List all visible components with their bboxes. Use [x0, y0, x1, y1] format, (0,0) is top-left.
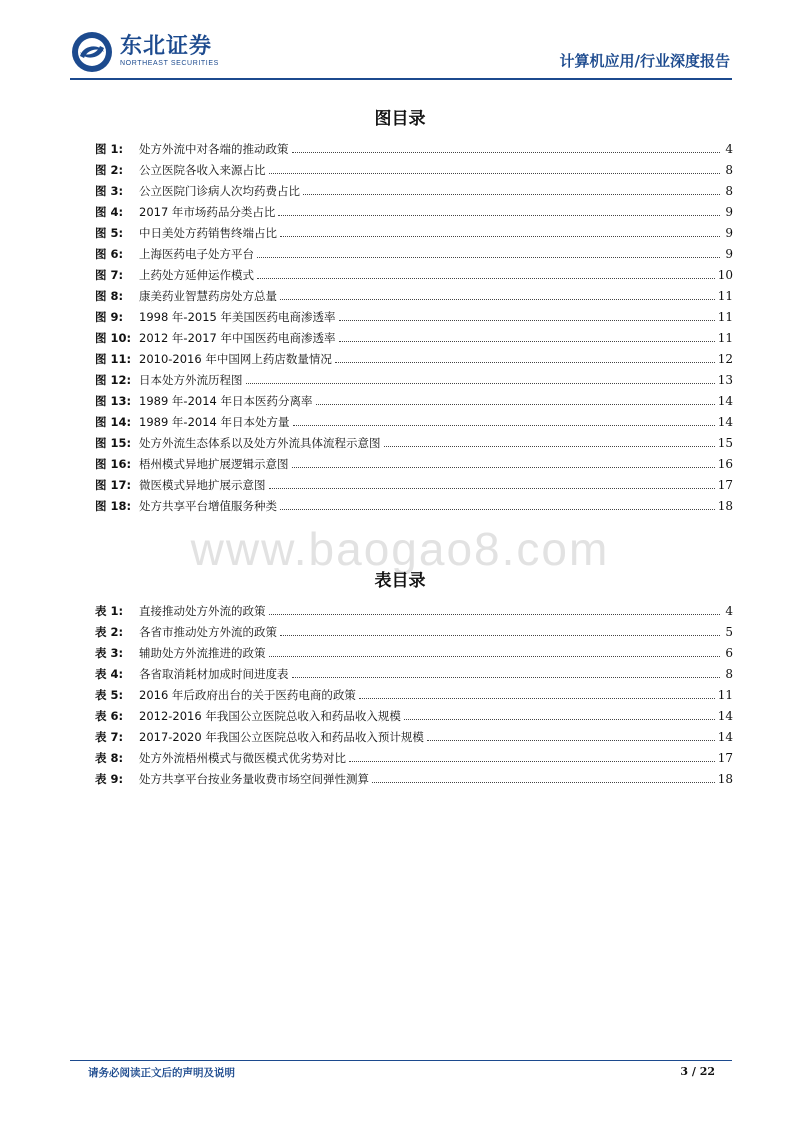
- table-toc-entry[interactable]: [95, 660, 733, 681]
- toc-dot-leader: [269, 172, 721, 174]
- toc-dot-leader: [339, 340, 715, 342]
- toc-entry-label: [95, 667, 289, 681]
- toc-entry-label: [95, 604, 266, 618]
- toc-entry-number: 图 18:: [95, 499, 132, 513]
- toc-entry-page: 8: [725, 184, 733, 198]
- toc-entry-number: 图 5:: [95, 226, 124, 240]
- toc-entry-page: 11: [717, 289, 733, 303]
- toc-entry-number: 表 4:: [95, 667, 124, 681]
- figures-toc-list: [95, 135, 733, 513]
- toc-entry-page: 8: [725, 163, 733, 177]
- toc-entry-number: 图 16:: [95, 457, 132, 471]
- toc-entry-title: 日本处方外流历程图: [139, 373, 243, 387]
- toc-entry-page: 10: [717, 268, 733, 282]
- toc-entry-number: 表 2:: [95, 625, 124, 639]
- toc-entry-page: 8: [725, 667, 733, 681]
- toc-entry-title: 公立医院门诊病人次均药费占比: [139, 184, 300, 198]
- toc-entry-title: 处方共享平台按业务量收费市场空间弹性测算: [139, 772, 369, 786]
- company-logo: [70, 30, 219, 74]
- toc-entry-number: 表 3:: [95, 646, 124, 660]
- toc-entry-page: 4: [725, 604, 733, 618]
- figure-toc-entry[interactable]: [95, 429, 733, 450]
- figure-toc-entry[interactable]: [95, 240, 733, 261]
- figure-toc-entry[interactable]: [95, 345, 733, 366]
- toc-entry-label: [95, 394, 313, 408]
- toc-entry-number: 图 1:: [95, 142, 124, 156]
- toc-dot-leader: [280, 634, 720, 636]
- toc-dot-leader: [303, 193, 720, 195]
- toc-dot-leader: [349, 760, 715, 762]
- toc-entry-number: 图 12:: [95, 373, 132, 387]
- toc-entry-label: [95, 457, 289, 471]
- toc-entry-title: 2012-2016 年我国公立医院总收入和药品收入规模: [139, 709, 401, 723]
- footer-divider: [70, 1060, 732, 1061]
- toc-entry-title: 处方外流中对各端的推动政策: [139, 142, 289, 156]
- toc-entry-number: 图 2:: [95, 163, 124, 177]
- toc-entry-label: [95, 688, 356, 702]
- toc-dot-leader: [246, 382, 715, 384]
- logo-english-name: NORTHEAST SECURITIES: [120, 60, 219, 67]
- toc-entry-title: 处方外流生态体系以及处方外流具体流程示意图: [139, 436, 381, 450]
- toc-dot-leader: [292, 676, 721, 678]
- figure-toc-entry[interactable]: [95, 156, 733, 177]
- toc-entry-number: 图 15:: [95, 436, 132, 450]
- toc-entry-label: [95, 142, 289, 156]
- header-divider: [70, 78, 732, 80]
- toc-entry-label: [95, 646, 266, 660]
- toc-entry-page: 15: [717, 436, 733, 450]
- figure-toc-entry[interactable]: [95, 408, 733, 429]
- toc-dot-leader: [280, 508, 715, 510]
- toc-entry-number: 图 3:: [95, 184, 124, 198]
- figure-toc-entry[interactable]: [95, 471, 733, 492]
- toc-dot-leader: [280, 235, 720, 237]
- toc-entry-title: 梧州模式异地扩展逻辑示意图: [139, 457, 289, 471]
- toc-entry-title: 辅助处方外流推进的政策: [139, 646, 266, 660]
- toc-dot-leader: [269, 487, 715, 489]
- toc-entry-title: 直接推动处方外流的政策: [139, 604, 266, 618]
- table-toc-entry[interactable]: [95, 765, 733, 786]
- toc-entry-label: [95, 247, 254, 261]
- toc-entry-label: [95, 184, 300, 198]
- toc-dot-leader: [427, 739, 715, 741]
- figure-toc-entry[interactable]: [95, 198, 733, 219]
- toc-entry-page: 18: [717, 499, 733, 513]
- tables-toc-title: 表目录: [374, 571, 426, 591]
- table-toc-entry[interactable]: [95, 639, 733, 660]
- toc-entry-label: [95, 289, 277, 303]
- table-toc-entry[interactable]: [95, 618, 733, 639]
- toc-entry-title: 1998 年-2015 年美国医药电商渗透率: [139, 310, 336, 324]
- table-toc-entry[interactable]: [95, 723, 733, 744]
- toc-entry-label: [95, 499, 277, 513]
- toc-entry-title: 2017 年市场药品分类占比: [139, 205, 276, 219]
- toc-entry-title: 各省市推动处方外流的政策: [139, 625, 277, 639]
- footer-disclaimer: 请务必阅读正文后的声明及说明: [88, 1067, 235, 1079]
- toc-entry-page: 14: [717, 730, 733, 744]
- toc-entry-label: [95, 163, 266, 177]
- toc-entry-page: 13: [717, 373, 733, 387]
- page-number: 3 / 22: [680, 1065, 715, 1078]
- toc-entry-label: [95, 730, 424, 744]
- figures-toc-title: 图目录: [374, 109, 426, 129]
- toc-dot-leader: [316, 403, 715, 405]
- figure-toc-entry[interactable]: [95, 261, 733, 282]
- toc-dot-leader: [292, 151, 721, 153]
- toc-entry-title: 1989 年-2014 年日本处方量: [139, 415, 290, 429]
- toc-entry-title: 上海医药电子处方平台: [139, 247, 254, 261]
- northeast-securities-logo-icon: [70, 30, 114, 74]
- toc-entry-number: 图 13:: [95, 394, 132, 408]
- toc-entry-title: 各省取消耗材加成时间进度表: [139, 667, 289, 681]
- toc-entry-page: 5: [725, 625, 733, 639]
- toc-entry-title: 2012 年-2017 年中国医药电商渗透率: [139, 331, 336, 345]
- report-type: 计算机应用/行业深度报告: [559, 52, 730, 70]
- toc-dot-leader: [339, 319, 715, 321]
- toc-dot-leader: [293, 424, 715, 426]
- toc-entry-number: 图 10:: [95, 331, 132, 345]
- toc-entry-number: 图 9:: [95, 310, 124, 324]
- toc-entry-page: 9: [725, 226, 733, 240]
- toc-entry-number: 表 7:: [95, 730, 124, 744]
- watermark: www.baogao8.com: [190, 523, 610, 575]
- toc-entry-page: 9: [725, 205, 733, 219]
- logo-chinese-name: 东北证券: [120, 34, 213, 59]
- toc-entry-page: 11: [717, 688, 733, 702]
- toc-entry-label: [95, 226, 277, 240]
- toc-entry-number: 表 6:: [95, 709, 124, 723]
- toc-entry-page: 11: [717, 310, 733, 324]
- table-toc-entry[interactable]: [95, 702, 733, 723]
- toc-entry-page: 4: [725, 142, 733, 156]
- toc-entry-number: 图 17:: [95, 478, 132, 492]
- toc-entry-number: 表 9:: [95, 772, 124, 786]
- toc-entry-page: 6: [725, 646, 733, 660]
- toc-entry-page: 14: [717, 394, 733, 408]
- toc-dot-leader: [278, 214, 720, 216]
- toc-dot-leader: [404, 718, 715, 720]
- toc-entry-number: 表 1:: [95, 604, 124, 618]
- toc-dot-leader: [335, 361, 715, 363]
- toc-entry-label: [95, 205, 275, 219]
- table-toc-entry[interactable]: [95, 597, 733, 618]
- page-header: [70, 30, 730, 76]
- toc-entry-label: [95, 436, 381, 450]
- toc-entry-title: 1989 年-2014 年日本医药分离率: [139, 394, 313, 408]
- toc-entry-page: 11: [717, 331, 733, 345]
- figure-toc-entry[interactable]: [95, 177, 733, 198]
- toc-entry-label: [95, 268, 254, 282]
- toc-entry-label: [95, 709, 401, 723]
- tables-toc-list: [95, 597, 733, 786]
- toc-entry-page: 14: [717, 415, 733, 429]
- figure-toc-entry[interactable]: [95, 282, 733, 303]
- toc-dot-leader: [384, 445, 715, 447]
- toc-dot-leader: [359, 697, 715, 699]
- figure-toc-entry[interactable]: [95, 366, 733, 387]
- toc-entry-page: 18: [717, 772, 733, 786]
- toc-entry-title: 处方共享平台增值服务种类: [139, 499, 277, 513]
- toc-entry-title: 2016 年后政府出台的关于医药电商的政策: [139, 688, 356, 702]
- figure-toc-entry[interactable]: [95, 387, 733, 408]
- toc-dot-leader: [257, 277, 715, 279]
- toc-dot-leader: [269, 655, 721, 657]
- toc-dot-leader: [257, 256, 720, 258]
- toc-entry-number: 图 7:: [95, 268, 124, 282]
- toc-entry-label: [95, 331, 336, 345]
- toc-entry-title: 微医模式异地扩展示意图: [139, 478, 266, 492]
- figure-toc-entry[interactable]: [95, 492, 733, 513]
- toc-entry-label: [95, 478, 266, 492]
- toc-entry-number: 表 5:: [95, 688, 124, 702]
- toc-dot-leader: [372, 781, 715, 783]
- toc-entry-title: 上药处方延伸运作模式: [139, 268, 254, 282]
- toc-entry-number: 图 4:: [95, 205, 124, 219]
- figure-toc-entry[interactable]: [95, 450, 733, 471]
- toc-entry-number: 图 11:: [95, 352, 132, 366]
- toc-entry-title: 公立医院各收入来源占比: [139, 163, 266, 177]
- toc-entry-title: 2017-2020 年我国公立医院总收入和药品收入预计规模: [139, 730, 424, 744]
- figure-toc-entry[interactable]: [95, 303, 733, 324]
- toc-entry-page: 17: [717, 751, 733, 765]
- toc-entry-page: 16: [717, 457, 733, 471]
- toc-dot-leader: [269, 613, 721, 615]
- toc-entry-title: 中日美处方药销售终端占比: [139, 226, 277, 240]
- toc-entry-label: [95, 772, 369, 786]
- toc-dot-leader: [292, 466, 715, 468]
- toc-entry-label: [95, 415, 290, 429]
- toc-entry-page: 14: [717, 709, 733, 723]
- figure-toc-entry[interactable]: [95, 135, 733, 156]
- figure-toc-entry[interactable]: [95, 219, 733, 240]
- toc-entry-page: 17: [717, 478, 733, 492]
- toc-entry-title: 康美药业智慧药房处方总量: [139, 289, 277, 303]
- toc-entry-label: [95, 352, 332, 366]
- table-toc-entry[interactable]: [95, 744, 733, 765]
- toc-entry-number: 表 8:: [95, 751, 124, 765]
- toc-entry-label: [95, 310, 336, 324]
- toc-entry-page: 12: [717, 352, 733, 366]
- toc-entry-number: 图 6:: [95, 247, 124, 261]
- figure-toc-entry[interactable]: [95, 324, 733, 345]
- table-toc-entry[interactable]: [95, 681, 733, 702]
- toc-entry-label: [95, 373, 243, 387]
- toc-entry-label: [95, 751, 346, 765]
- toc-entry-title: 2010-2016 年中国网上药店数量情况: [139, 352, 332, 366]
- toc-entry-label: [95, 625, 277, 639]
- toc-entry-number: 图 8:: [95, 289, 124, 303]
- toc-entry-page: 9: [725, 247, 733, 261]
- toc-entry-title: 处方外流梧州模式与微医模式优劣势对比: [139, 751, 346, 765]
- toc-entry-number: 图 14:: [95, 415, 132, 429]
- toc-dot-leader: [280, 298, 715, 300]
